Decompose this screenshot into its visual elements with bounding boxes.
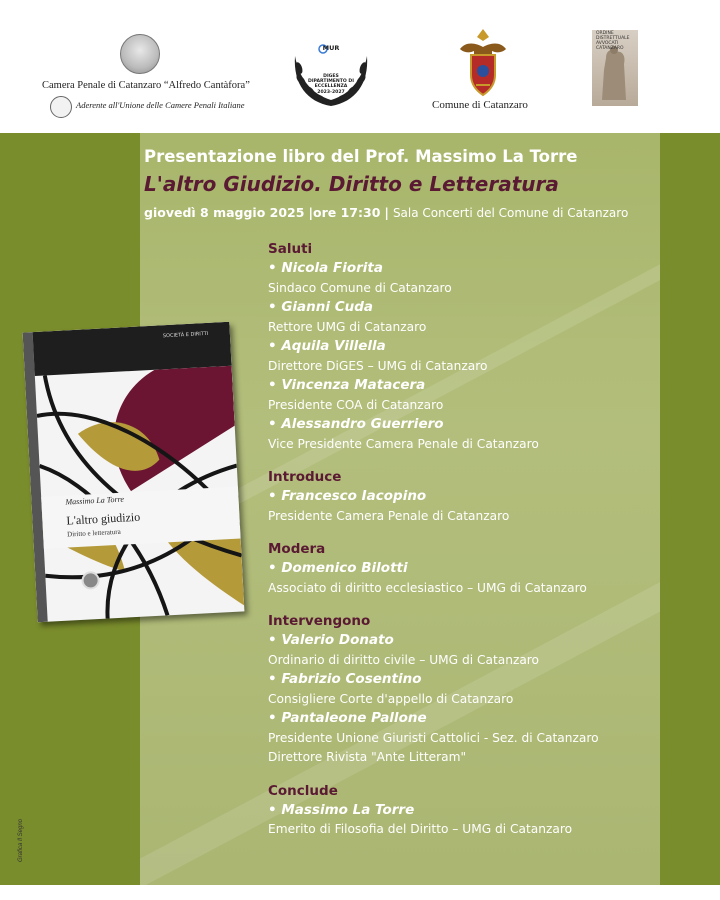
section-title: Conclude <box>268 782 338 799</box>
speaker-role: Vice Presidente Camera Penale di Catanzaro <box>268 436 539 451</box>
event-venue: Sala Concerti del Comune di Catanzaro <box>392 206 629 220</box>
right-green-band <box>660 133 720 885</box>
speaker-role: Presidente Unione Giuristi Cattolici - Sez. di Catanzaro <box>268 730 599 745</box>
ucpi-seal-icon <box>50 96 72 118</box>
book-author: Massimo La Torre <box>65 494 125 507</box>
speaker-role: Presidente Camera Penale di Catanzaro <box>268 508 510 523</box>
bottom-margin <box>0 885 720 900</box>
separator: | <box>308 205 314 220</box>
portrait-logo <box>120 34 160 74</box>
speaker-name: • Pantaleone Pallone <box>268 710 427 726</box>
speaker-name: • Vincenza Matacera <box>268 377 426 393</box>
event-date: giovedì 8 maggio 2025 <box>144 205 305 220</box>
graphic-credit: Grafica Il Segno <box>18 818 24 862</box>
speaker-role: Emerito di Filosofia del Diritto – UMG di Catanzaro <box>268 822 573 836</box>
comune-crest-icon <box>456 27 510 97</box>
speaker-role: Ordinario di diritto civile – UMG di Catanzaro <box>268 652 540 667</box>
ordine-label: ORDINE DISTRETTUALE AVVOCATI CATANZARO <box>596 31 630 51</box>
event-datetime <box>144 205 628 220</box>
speaker-name: • Gianni Cuda <box>268 299 373 315</box>
speaker-name: • Francesco Iacopino <box>268 488 427 504</box>
book-series-label: SOCIETÀ E DIRITTI <box>162 330 209 340</box>
section-title: Intervengono <box>268 613 371 629</box>
section-saluti <box>268 240 658 454</box>
section-intervengono <box>268 612 658 768</box>
speaker-role: Direttore DiGES – UMG di Catanzaro <box>268 358 488 373</box>
camera-penale-subtitle: Aderente all'Unione delle Camere Penali Italiane <box>76 100 245 110</box>
comune-label: Comune di Catanzaro <box>432 99 528 111</box>
mur-label: MUR <box>322 44 340 52</box>
section-conclude <box>268 782 658 840</box>
book-cover-image <box>23 322 245 622</box>
speaker-name: • Domenico Bilotti <box>268 560 408 576</box>
speaker-name: • Alessandro Guerriero <box>268 416 444 432</box>
speaker-name: • Valerio Donato <box>268 632 394 648</box>
program-list <box>268 240 658 854</box>
section-title: Introduce <box>268 469 342 485</box>
speaker-name: • Nicola Fiorita <box>268 260 383 276</box>
speaker-name: • Aquila Villella <box>268 338 386 354</box>
speaker-role: Presidente COA di Catanzaro <box>268 397 444 412</box>
separator: | <box>384 205 389 220</box>
speaker-role: Rettore UMG di Catanzaro <box>268 319 427 334</box>
event-time: ore 17:30 <box>313 205 381 220</box>
camera-penale-name: Camera Penale di Catanzaro “Alfredo Cantàfora” <box>42 80 250 91</box>
speaker-name: • Massimo La Torre <box>268 801 415 818</box>
speaker-name: • Fabrizio Cosentino <box>268 671 422 687</box>
speaker-role: Associato di diritto ecclesiastico – UMG di Catanzaro <box>268 580 587 595</box>
book-cover-title: L'altro giudizio <box>66 509 141 528</box>
section-introduce <box>268 468 658 526</box>
book-title-heading: L'altro Giudizio. Diritto e Letteratura <box>144 172 559 196</box>
diges-label: DIGES DIPARTIMENTO DI ECCELLENZA 2023-2027 <box>308 74 354 95</box>
section-title: Saluti <box>268 241 313 257</box>
presentation-heading: Presentazione libro del Prof. Massimo La Torre <box>144 147 578 166</box>
speaker-role: Direttore Rivista "Ante Litteram" <box>268 750 467 764</box>
section-modera <box>268 540 658 598</box>
speaker-role: Consigliere Corte d'appello di Catanzaro <box>268 691 514 706</box>
speaker-role: Sindaco Comune di Catanzaro <box>268 280 452 295</box>
section-title: Modera <box>268 541 326 557</box>
book-cover-subtitle: Diritto e letteratura <box>66 527 121 539</box>
